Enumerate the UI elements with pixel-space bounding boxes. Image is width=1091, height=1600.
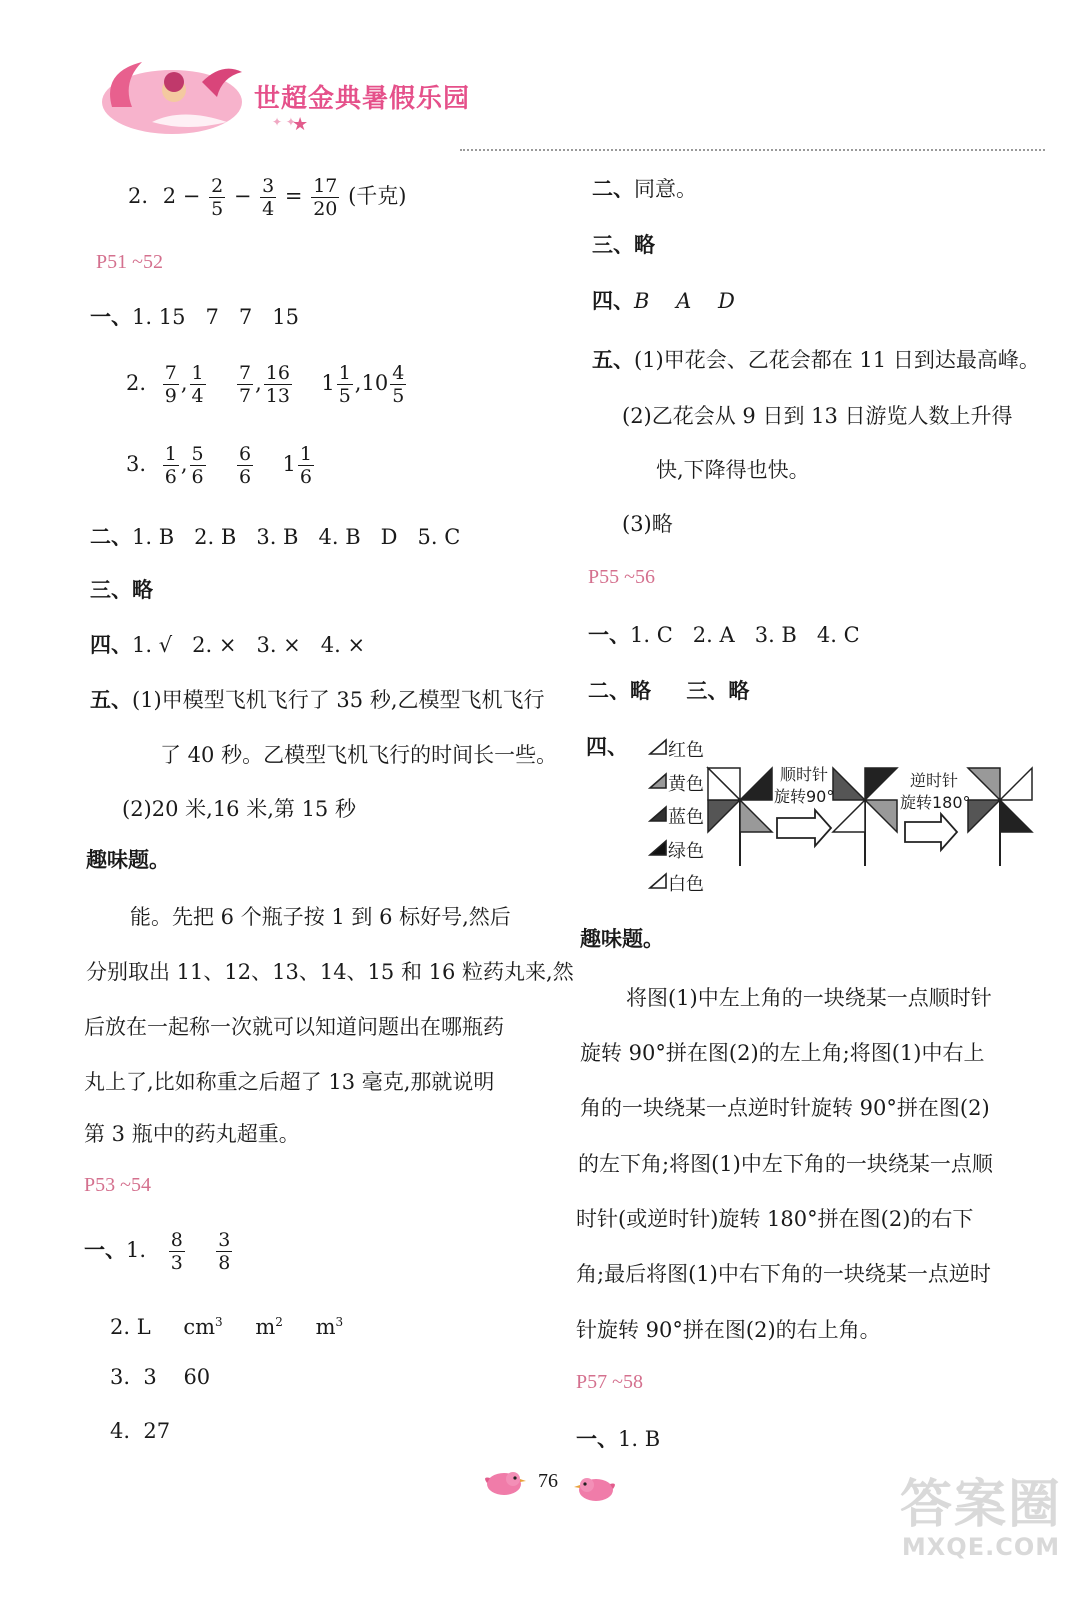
answer-line: 三、略 xyxy=(592,232,655,257)
answer-line: 2. $\frac{7}{9}$ , $\frac{1}{4}$ $\frac{7}{7}$ , $\frac{16}{13}$ 1 $\frac{1}{5}$ ,10 $\frac{4}{5}$ xyxy=(126,362,405,407)
section-heading: P51 ~52 xyxy=(96,251,163,273)
paragraph-line: 的左下角;将图(1)中左下角的一块绕某一点顺 xyxy=(578,1152,993,1176)
page-number: 76 xyxy=(538,1470,558,1492)
arrow-icon xyxy=(777,810,831,846)
pinwheel-2 xyxy=(833,768,897,866)
answer-line: 4. 27 xyxy=(110,1419,171,1443)
legend-item-green: 绿色 xyxy=(648,835,704,869)
color-legend xyxy=(648,734,704,902)
answer-line: 一、1. 15 7 7 15 xyxy=(90,304,299,329)
bird-icon xyxy=(482,1466,526,1500)
answer-line: 二、1. B 2. B 3. B 4. B D 5. C xyxy=(90,524,461,549)
answer-line: 四、1. √ 2. × 3. × 4. × xyxy=(90,632,366,657)
section-heading: P57 ~58 xyxy=(576,1371,643,1393)
arrow-icon xyxy=(905,814,957,850)
answer-line: 三、略 xyxy=(90,577,153,602)
legend-item-yellow: 黄色 xyxy=(648,768,704,802)
arrow-label-counterclockwise: 逆时针 旋转180° xyxy=(900,771,971,812)
paragraph-line: 分别取出 11、12、13、14、15 和 16 粒药丸来,然 xyxy=(86,960,574,984)
answer-line: (2)20 米,16 米,第 15 秒 xyxy=(122,797,356,821)
paragraph-line: 丸上了,比如称重之后超了 13 毫克,那就说明 xyxy=(84,1070,495,1094)
answer-line: 五、(1)甲模型飞机飞行了 35 秒,乙模型飞机飞行 xyxy=(90,687,545,712)
answer-line: (2)乙花会从 9 日到 13 日游览人数上升得 xyxy=(622,404,1013,428)
fraction: $\frac{2}{5}$ xyxy=(211,175,224,220)
answer-line: 二、同意。 xyxy=(592,176,697,201)
answer-line: 2. L $cm^3$ $m^2$ $m^3$ xyxy=(110,1315,344,1339)
paragraph-line: 针旋转 90°拼在图(2)的右上角。 xyxy=(576,1318,881,1342)
answer-line: 二、略 三、略 xyxy=(588,678,750,703)
paragraph-line: 第 3 瓶中的药丸超重。 xyxy=(84,1122,300,1146)
legend-item-white: 白色 xyxy=(648,868,704,902)
answer-line: 2. 2 − $\frac{2}{5}$ − $\frac{3}{4}$ = $\frac{17}{20}$ (千克) xyxy=(128,175,407,220)
answer-line: 四、 xyxy=(586,734,628,759)
bird-icon xyxy=(574,1472,618,1506)
answer-line: 五、(1)甲花会、乙花会都在 11 日到达最高峰。 xyxy=(592,347,1040,372)
fraction: $\frac{17}{20}$ xyxy=(313,175,338,220)
paragraph-line: 将图(1)中左上角的一块绕某一点顺时针 xyxy=(626,986,992,1010)
watermark: 答案圈 MXQE.COM xyxy=(900,1475,1063,1561)
fun-title: 趣味题。 xyxy=(86,847,170,872)
pinwheel-1 xyxy=(708,768,772,866)
fraction: $\frac{3}{4}$ xyxy=(262,175,275,220)
answer-line: (3)略 xyxy=(622,512,673,536)
paragraph-line: 旋转 90°拼在图(2)的左上角;将图(1)中右上 xyxy=(580,1041,985,1065)
legend-item-red: 红色 xyxy=(648,734,704,768)
section-heading: P53 ~54 xyxy=(84,1174,151,1196)
fun-title: 趣味题。 xyxy=(580,926,664,951)
answer-line: 一、1. $\frac{8}{3}$ $\frac{3}{8}$ xyxy=(84,1229,231,1274)
answer-line: 了 40 秒。乙模型飞机飞行的时间长一些。 xyxy=(160,743,558,767)
pinwheel-3 xyxy=(968,768,1032,866)
answer-line: 四、B A D xyxy=(592,288,735,313)
paragraph-line: 角;最后将图(1)中右下角的一块绕某一点逆时 xyxy=(576,1262,991,1286)
section-heading: P55 ~56 xyxy=(588,566,655,588)
brand-title: 世超金典暑假乐园 xyxy=(254,84,471,114)
answer-line: 3. $\frac{1}{6}$ , $\frac{5}{6}$ $\frac{6}{6}$ 1 $\frac{1}{6}$ xyxy=(126,443,312,488)
pinwheel-diagram xyxy=(705,760,1040,870)
answer-line: 一、1. B xyxy=(576,1426,661,1451)
paragraph-line: 能。先把 6 个瓶子按 1 到 6 标好号,然后 xyxy=(130,905,511,929)
arrow-label-clockwise: 顺时针 旋转90° xyxy=(774,765,835,806)
legend-item-blue: 蓝色 xyxy=(648,801,704,835)
svg-text:✦ ✦: ✦ ✦ xyxy=(272,115,296,129)
answer-line: 3. 3 60 xyxy=(110,1365,211,1389)
paragraph-line: 时针(或逆时针)旋转 180°拼在图(2)的右下 xyxy=(576,1207,974,1231)
header-divider xyxy=(460,149,1045,151)
paragraph-line: 角的一块绕某一点逆时针旋转 90°拼在图(2) xyxy=(580,1096,990,1120)
svg-text:★: ★ xyxy=(292,114,309,135)
paragraph-line: 后放在一起称一次就可以知道问题出在哪瓶药 xyxy=(84,1015,504,1039)
answer-line: 快,下降得也快。 xyxy=(656,458,810,482)
answer-line: 一、1. C 2. A 3. B 4. C xyxy=(588,622,860,647)
